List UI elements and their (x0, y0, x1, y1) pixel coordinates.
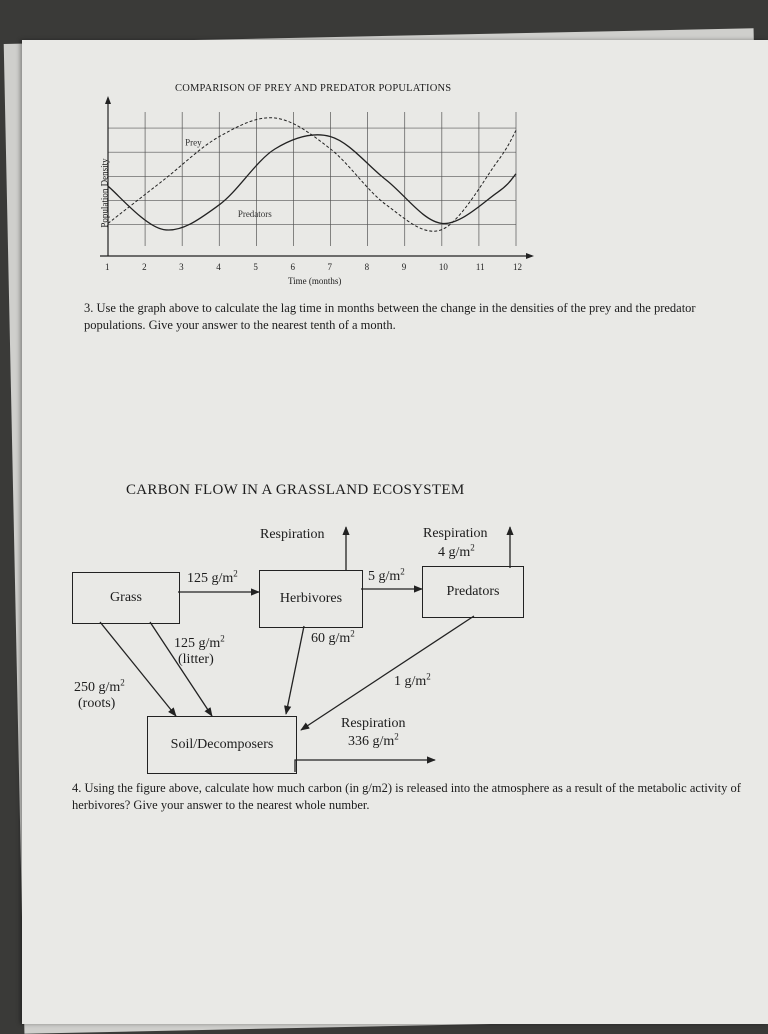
roots-label: (roots) (78, 696, 116, 711)
arrow-herbivores-to-soil (286, 626, 304, 714)
x-tick-label: 6 (290, 262, 295, 272)
roots-value: 250 $g/m^2$ (74, 677, 125, 695)
predators-box-label: Predators (446, 584, 500, 599)
herbivores-respiration-label: Respiration (260, 527, 325, 542)
x-axis-label: Time (months) (288, 276, 342, 286)
soil-box-label: Soil/Decomposers (170, 737, 274, 752)
x-tick-label: 8 (364, 262, 370, 272)
herbivores-to-soil-value: 60 $g/m^2$ (311, 628, 355, 646)
x-tick-label: 2 (142, 262, 147, 272)
diagram-title: CARBON FLOW IN A GRASSLAND ECOSYSTEM (126, 482, 465, 498)
herbivores-box (259, 570, 363, 628)
x-tick-label: 9 (401, 262, 407, 272)
x-tick-label: 10 (438, 262, 448, 272)
grass-box-label: Grass (110, 590, 142, 605)
soil-respiration-value: 336 $g/m^2$ (348, 731, 399, 749)
litter-label: (litter) (178, 652, 214, 667)
x-tick-label: 4 (216, 262, 221, 272)
x-tick-label: 3 (179, 262, 184, 272)
x-tick-label: 7 (327, 262, 333, 272)
question-3: 3. Use the graph above to calculate the lag time in months between the change in the densities of the prey and the predator populations. Give your answer to the nearest tenth of a month. (84, 301, 696, 332)
litter-value: 125 $g/m^2$ (174, 633, 225, 651)
herbivores-box-label: Herbivores (279, 591, 343, 606)
predators-respiration-value: 4 $g/m^2$ (438, 542, 475, 560)
predators-respiration-label: Respiration (423, 526, 488, 541)
grass-box (72, 572, 180, 624)
x-tick-label: 11 (475, 262, 485, 272)
arrow-soil-respiration (295, 760, 435, 772)
y-axis-label: Population Density (99, 158, 110, 228)
predators-box (422, 566, 524, 618)
x-tick-label: 12 (513, 262, 522, 272)
predators-series-label: Predators (237, 209, 272, 220)
herbivores-to-predators-value: 5 $g/m^2$ (368, 566, 405, 584)
predators-to-soil-value: 1 $g/m^2$ (394, 671, 431, 689)
x-tick-label: 1 (105, 262, 110, 272)
prey-series-label: Prey (185, 137, 202, 148)
soil-decomposers-box (147, 716, 297, 774)
question-4: 4. Using the figure above, calculate how much carbon (in g/m2) is released into the atmosphere as a result of the metabolic activity of herbivores? Give your answer to the nearest whole number. (72, 781, 741, 812)
chart-title: COMPARISON OF PREY AND PREDATOR POPULATIONS (175, 83, 452, 94)
x-tick-label: 5 (253, 262, 258, 272)
soil-respiration-label: Respiration (341, 716, 406, 731)
grass-to-herbivores-value: 125 $g/m^2$ (187, 568, 238, 586)
